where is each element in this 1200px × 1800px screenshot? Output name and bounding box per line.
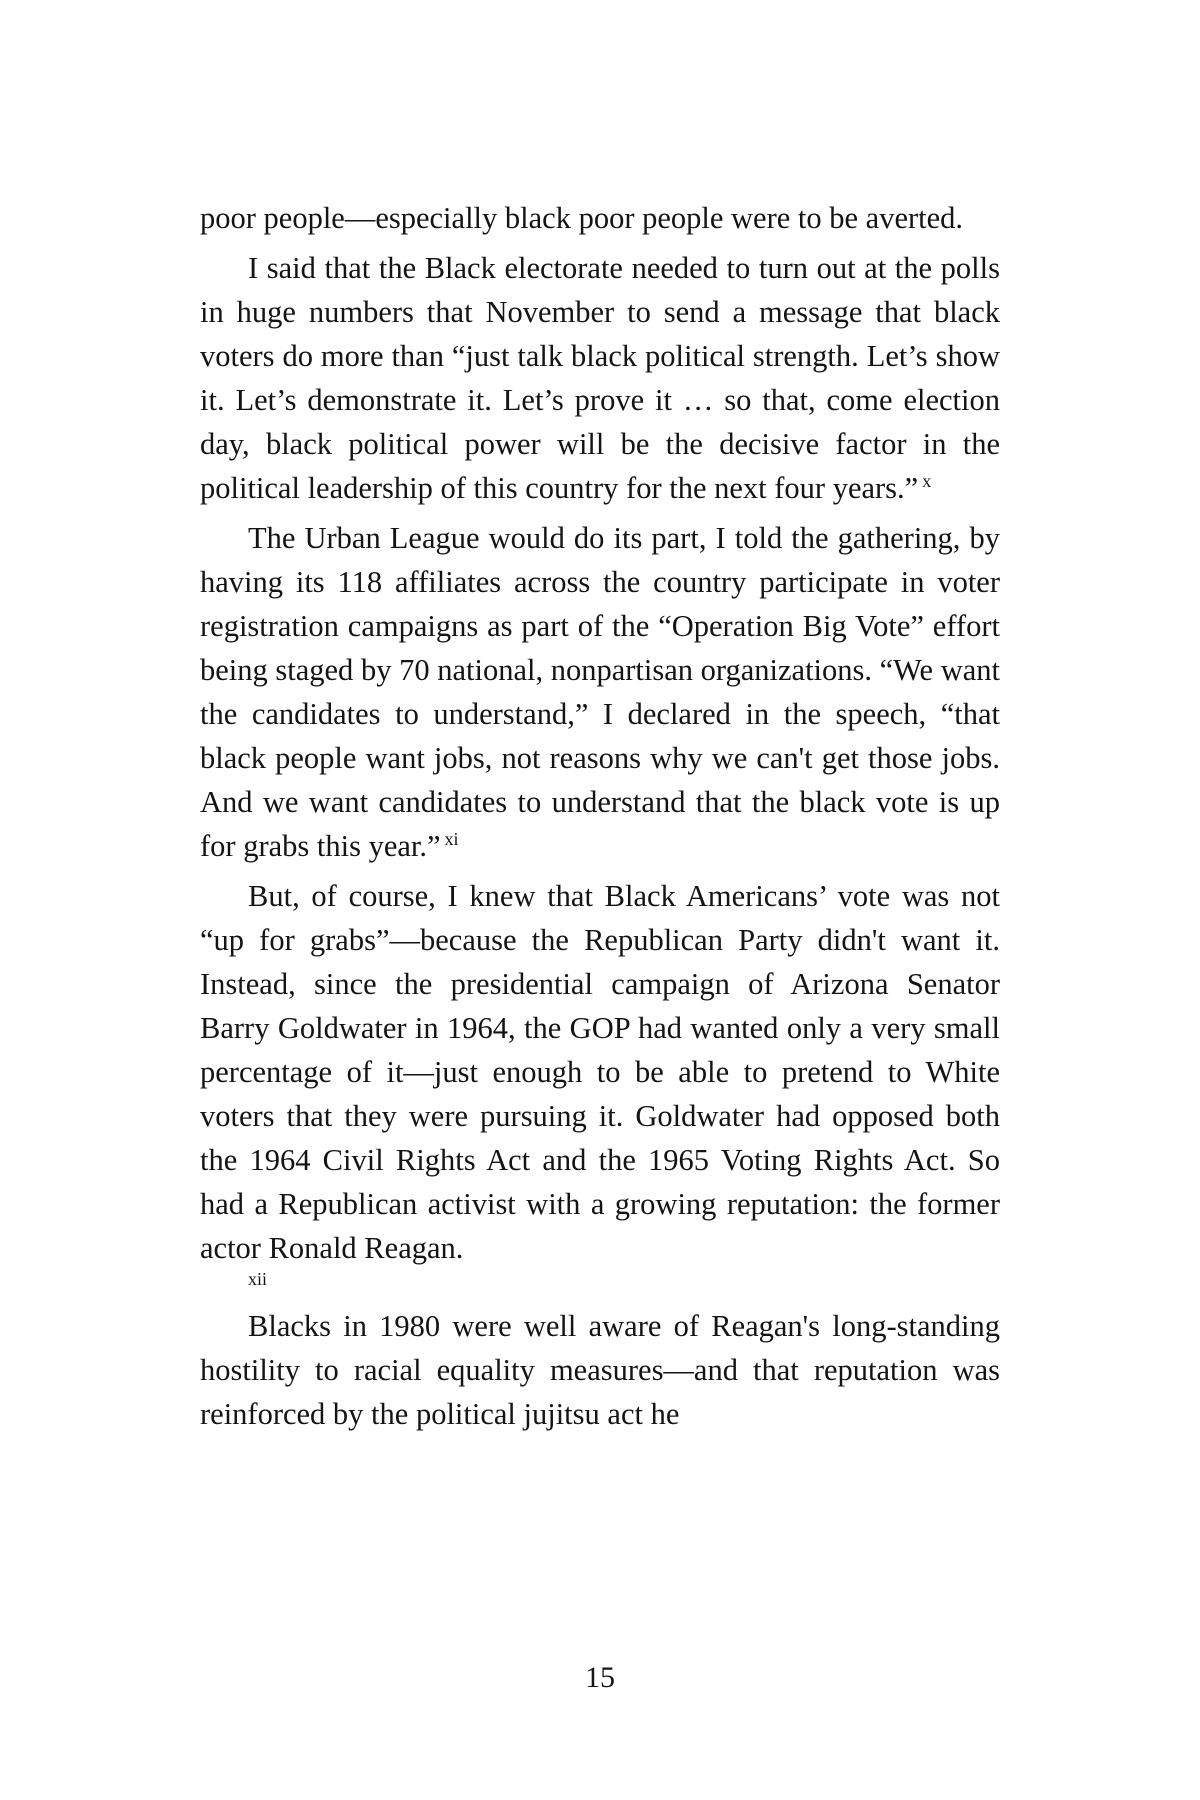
endnote-marker[interactable]: xii xyxy=(248,1269,268,1289)
paragraph-text: The Urban League would do its part, I told the gathering, by having its 118 affiliates across the country participate in voter registration campaigns as part of the “Operation Big Vote” effort being staged by 70 national, nonpartisan organizations. “We want the candidates to understand,” I declared in the speech, “that black people want jobs, not reasons why we can't get those jobs. And we want candidates to understand that the black vote is up for grabs this year.” xyxy=(200,521,1000,863)
paragraph-text: Blacks in 1980 were well aware of Reagan's long-standing hostility to racial equality measures—and that reputation was reinforced by the political jujitsu act he xyxy=(200,1309,1000,1431)
paragraph xyxy=(200,1304,1000,1436)
paragraph xyxy=(200,516,1000,868)
endnote-marker[interactable]: xi xyxy=(444,829,459,849)
paragraph xyxy=(200,874,1000,1290)
page-number: 15 xyxy=(585,1661,615,1694)
paragraph-text: I said that the Black electorate needed to turn out at the polls in huge numbers that November to send a message that black voters do more than “just talk black political strength. Let’s show it. Let’s demonstrate it. Let’s prove it … so that, come election day, black political power will be the decisive factor in the political leadership of this country for the next four years.” xyxy=(200,251,1000,505)
paragraph-continuation xyxy=(200,196,1000,240)
paragraph xyxy=(200,246,1000,510)
paragraph-text: But, of course, I knew that Black Americans’ vote was not “up for grabs”—because the Republican Party didn't want it. Instead, since the presidential campaign of Arizona Senator Barry Goldwater in 1964, the GOP had wanted only a very small percentage of it—just enough to be able to pretend to White voters that they were pursuing it. Goldwater had opposed both the 1964 Civil Rights Act and the 1965 Voting Rights Act. So had a Republican activist with a growing reputation: the former actor Ronald Reagan. xyxy=(200,879,1000,1265)
body-text xyxy=(200,196,1000,1442)
endnote-marker[interactable]: x xyxy=(922,471,932,491)
paragraph-text: poor people—especially black poor people were to be averted. xyxy=(200,201,964,235)
